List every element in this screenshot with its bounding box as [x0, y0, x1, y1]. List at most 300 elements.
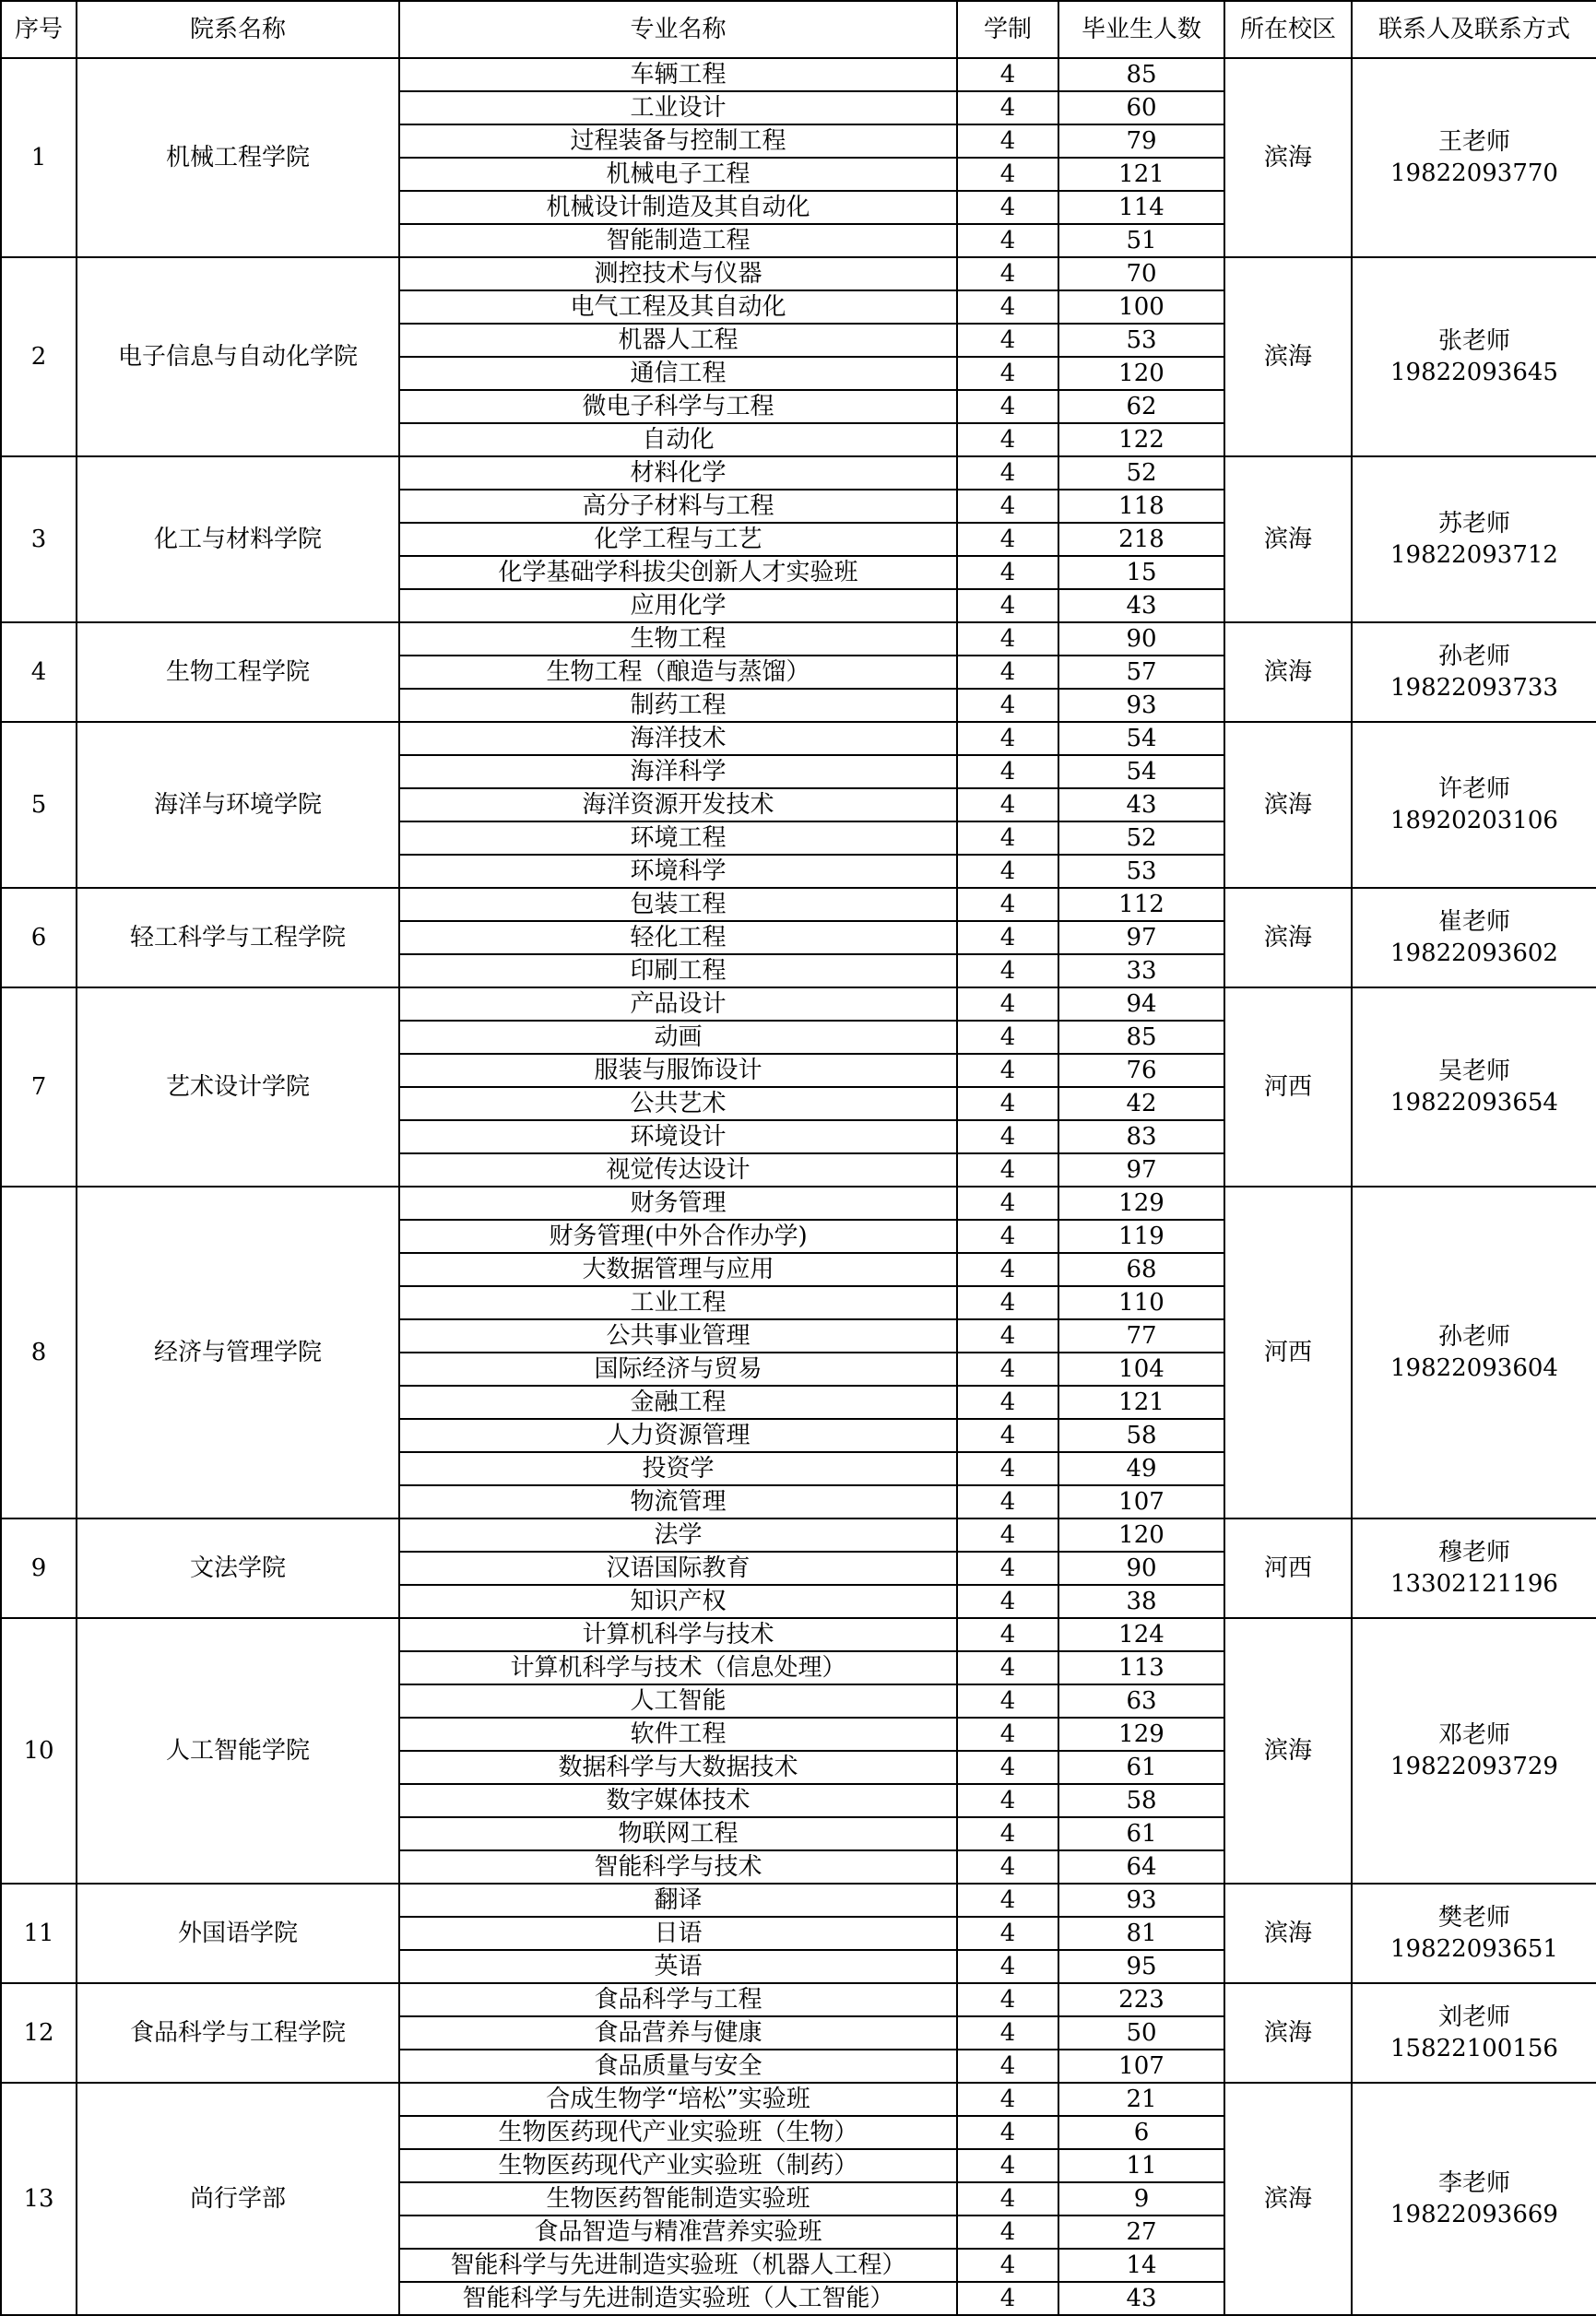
department-index: 4: [1, 622, 77, 722]
major-name: 海洋资源开发技术: [399, 788, 957, 821]
major-name: 应用化学: [399, 589, 957, 622]
major-graduates: 110: [1058, 1286, 1224, 1319]
major-name: 化学基础学科拔尖创新人才实验班: [399, 556, 957, 589]
contact-phone: 19822093770: [1390, 160, 1558, 187]
major-graduates: 52: [1058, 456, 1224, 490]
major-years: 4: [957, 158, 1058, 191]
major-graduates: 53: [1058, 324, 1224, 357]
major-graduates: 70: [1058, 257, 1224, 290]
contact-name: 孙老师: [1437, 643, 1510, 670]
campus: 河西: [1224, 1518, 1352, 1618]
major-years: 4: [957, 1718, 1058, 1751]
header-department: 院系名称: [77, 1, 399, 58]
department-index: 2: [1, 257, 77, 456]
major-name: 电气工程及其自动化: [399, 290, 957, 324]
contact-name: 邓老师: [1437, 1721, 1510, 1749]
major-years: 4: [957, 390, 1058, 423]
major-years: 4: [957, 2050, 1058, 2083]
major-years: 4: [957, 1983, 1058, 2016]
major-years: 4: [957, 1751, 1058, 1784]
campus: 滨海: [1224, 257, 1352, 456]
table-row: [1, 888, 1596, 921]
major-graduates: 100: [1058, 290, 1224, 324]
contact: [1352, 722, 1596, 888]
major-name: 机械电子工程: [399, 158, 957, 191]
major-name: 制药工程: [399, 689, 957, 722]
major-years: 4: [957, 91, 1058, 124]
major-graduates: 122: [1058, 423, 1224, 456]
major-years: 4: [957, 1651, 1058, 1684]
major-graduates: 95: [1058, 1950, 1224, 1983]
campus: 滨海: [1224, 888, 1352, 987]
department-name: 外国语学院: [77, 1884, 399, 1983]
major-name: 车辆工程: [399, 58, 957, 91]
table-row: [1, 58, 1596, 91]
major-name: 生物医药现代产业实验班（制药）: [399, 2149, 957, 2182]
major-name: 通信工程: [399, 357, 957, 390]
major-graduates: 93: [1058, 689, 1224, 722]
contact-name: 吴老师: [1437, 1058, 1510, 1085]
contact-phone: 19822093733: [1390, 674, 1558, 702]
contact: [1352, 622, 1596, 722]
major-years: 4: [957, 257, 1058, 290]
major-graduates: 81: [1058, 1917, 1224, 1950]
major-years: 4: [957, 1917, 1058, 1950]
major-years: 4: [957, 1153, 1058, 1187]
major-years: 4: [957, 1850, 1058, 1884]
major-name: 财务管理(中外合作办学): [399, 1220, 957, 1253]
department-index: 13: [1, 2083, 77, 2315]
contact: [1352, 1983, 1596, 2083]
header-graduates: 毕业生人数: [1058, 1, 1224, 58]
major-graduates: 119: [1058, 1220, 1224, 1253]
major-name: 包装工程: [399, 888, 957, 921]
table-body: [1, 58, 1596, 2315]
major-years: 4: [957, 1187, 1058, 1220]
contact: [1352, 58, 1596, 257]
major-graduates: 223: [1058, 1983, 1224, 2016]
major-years: 4: [957, 821, 1058, 855]
contact: [1352, 1187, 1596, 1518]
major-graduates: 85: [1058, 58, 1224, 91]
campus: 河西: [1224, 1187, 1352, 1518]
contact: [1352, 1884, 1596, 1983]
major-years: 4: [957, 1518, 1058, 1552]
header-major: 专业名称: [399, 1, 957, 58]
department-index: 12: [1, 1983, 77, 2083]
major-years: 4: [957, 1054, 1058, 1087]
major-graduates: 97: [1058, 1153, 1224, 1187]
major-graduates: 33: [1058, 954, 1224, 987]
campus: 滨海: [1224, 456, 1352, 622]
major-name: 计算机科学与技术（信息处理）: [399, 1651, 957, 1684]
major-graduates: 43: [1058, 2282, 1224, 2315]
major-name: 生物医药智能制造实验班: [399, 2182, 957, 2216]
major-graduates: 114: [1058, 191, 1224, 224]
header-campus: 所在校区: [1224, 1, 1352, 58]
major-graduates: 218: [1058, 523, 1224, 556]
major-graduates: 118: [1058, 490, 1224, 523]
contact-name: 李老师: [1437, 2169, 1510, 2197]
major-graduates: 79: [1058, 124, 1224, 158]
major-years: 4: [957, 2016, 1058, 2050]
contact-name: 崔老师: [1437, 908, 1510, 936]
major-years: 4: [957, 1485, 1058, 1518]
contact-phone: 19822093712: [1390, 541, 1558, 569]
major-name: 海洋技术: [399, 722, 957, 755]
header-years: 学制: [957, 1, 1058, 58]
major-graduates: 90: [1058, 1552, 1224, 1585]
major-name: 食品质量与安全: [399, 2050, 957, 2083]
department-name: 海洋与环境学院: [77, 722, 399, 888]
major-name: 印刷工程: [399, 954, 957, 987]
major-name: 国际经济与贸易: [399, 1353, 957, 1386]
major-years: 4: [957, 2149, 1058, 2182]
table-row: [1, 257, 1596, 290]
major-graduates: 60: [1058, 91, 1224, 124]
major-years: 4: [957, 357, 1058, 390]
major-name: 过程装备与控制工程: [399, 124, 957, 158]
major-years: 4: [957, 224, 1058, 257]
major-years: 4: [957, 1353, 1058, 1386]
major-years: 4: [957, 689, 1058, 722]
major-graduates: 64: [1058, 1850, 1224, 1884]
major-years: 4: [957, 490, 1058, 523]
major-graduates: 129: [1058, 1187, 1224, 1220]
department-name: 生物工程学院: [77, 622, 399, 722]
major-name: 微电子科学与工程: [399, 390, 957, 423]
major-years: 4: [957, 1684, 1058, 1718]
major-name: 智能科学与技术: [399, 1850, 957, 1884]
major-name: 动画: [399, 1021, 957, 1054]
department-index: 6: [1, 888, 77, 987]
major-name: 食品科学与工程: [399, 1983, 957, 2016]
campus: 滨海: [1224, 58, 1352, 257]
table-row: [1, 1884, 1596, 1917]
department-name: 机械工程学院: [77, 58, 399, 257]
major-graduates: 113: [1058, 1651, 1224, 1684]
major-name: 生物医药现代产业实验班（生物）: [399, 2116, 957, 2149]
major-name: 化学工程与工艺: [399, 523, 957, 556]
major-graduates: 77: [1058, 1319, 1224, 1353]
campus: 河西: [1224, 987, 1352, 1187]
contact-phone: 13302121196: [1390, 1570, 1558, 1598]
major-years: 4: [957, 755, 1058, 788]
major-name: 机械设计制造及其自动化: [399, 191, 957, 224]
major-graduates: 38: [1058, 1585, 1224, 1618]
department-name: 尚行学部: [77, 2083, 399, 2315]
major-graduates: 14: [1058, 2249, 1224, 2282]
major-name: 智能科学与先进制造实验班（机器人工程）: [399, 2249, 957, 2282]
major-years: 4: [957, 855, 1058, 888]
contact-phone: 19822093729: [1390, 1753, 1558, 1780]
major-graduates: 43: [1058, 788, 1224, 821]
major-years: 4: [957, 1319, 1058, 1353]
major-name: 法学: [399, 1518, 957, 1552]
major-years: 4: [957, 1386, 1058, 1419]
contact-name: 孙老师: [1437, 1323, 1510, 1351]
contact: [1352, 1518, 1596, 1618]
table-row: [1, 456, 1596, 490]
contact: [1352, 257, 1596, 456]
major-years: 4: [957, 58, 1058, 91]
major-graduates: 50: [1058, 2016, 1224, 2050]
major-name: 人工智能: [399, 1684, 957, 1718]
major-graduates: 62: [1058, 390, 1224, 423]
major-years: 4: [957, 1784, 1058, 1817]
major-years: 4: [957, 124, 1058, 158]
major-years: 4: [957, 191, 1058, 224]
major-years: 4: [957, 2083, 1058, 2116]
major-name: 汉语国际教育: [399, 1552, 957, 1585]
major-years: 4: [957, 1120, 1058, 1153]
campus: 滨海: [1224, 1983, 1352, 2083]
contact: [1352, 888, 1596, 987]
major-graduates: 120: [1058, 1518, 1224, 1552]
major-name: 知识产权: [399, 1585, 957, 1618]
major-graduates: 76: [1058, 1054, 1224, 1087]
major-graduates: 11: [1058, 2149, 1224, 2182]
major-name: 翻译: [399, 1884, 957, 1917]
major-name: 海洋科学: [399, 755, 957, 788]
major-years: 4: [957, 589, 1058, 622]
major-years: 4: [957, 1021, 1058, 1054]
department-name: 人工智能学院: [77, 1618, 399, 1884]
major-years: 4: [957, 1419, 1058, 1452]
contact: [1352, 2083, 1596, 2315]
major-name: 智能制造工程: [399, 224, 957, 257]
major-graduates: 107: [1058, 2050, 1224, 2083]
major-graduates: 104: [1058, 1353, 1224, 1386]
major-years: 4: [957, 888, 1058, 921]
contact-phone: 15822100156: [1390, 2035, 1558, 2062]
major-years: 4: [957, 2216, 1058, 2249]
major-years: 4: [957, 523, 1058, 556]
major-years: 4: [957, 1817, 1058, 1850]
major-graduates: 85: [1058, 1021, 1224, 1054]
major-name: 测控技术与仪器: [399, 257, 957, 290]
major-graduates: 49: [1058, 1452, 1224, 1485]
major-name: 公共事业管理: [399, 1319, 957, 1353]
major-graduates: 61: [1058, 1751, 1224, 1784]
major-name: 视觉传达设计: [399, 1153, 957, 1187]
major-name: 投资学: [399, 1452, 957, 1485]
major-years: 4: [957, 987, 1058, 1021]
major-name: 计算机科学与技术: [399, 1618, 957, 1651]
department-index: 3: [1, 456, 77, 622]
table-row: [1, 1618, 1596, 1651]
major-years: 4: [957, 954, 1058, 987]
major-graduates: 6: [1058, 2116, 1224, 2149]
contact-name: 刘老师: [1437, 2003, 1510, 2031]
contact-name: 许老师: [1437, 775, 1510, 803]
major-graduates: 21: [1058, 2083, 1224, 2116]
major-name: 物联网工程: [399, 1817, 957, 1850]
major-name: 物流管理: [399, 1485, 957, 1518]
contact-phone: 19822093669: [1390, 2201, 1558, 2228]
major-name: 金融工程: [399, 1386, 957, 1419]
major-name: 环境科学: [399, 855, 957, 888]
major-graduates: 15: [1058, 556, 1224, 589]
contact-phone: 19822093645: [1390, 359, 1558, 386]
major-name: 公共艺术: [399, 1087, 957, 1120]
major-name: 高分子材料与工程: [399, 490, 957, 523]
contact-name: 樊老师: [1437, 1904, 1510, 1932]
major-name: 轻化工程: [399, 921, 957, 954]
major-name: 产品设计: [399, 987, 957, 1021]
contact-name: 王老师: [1437, 128, 1510, 156]
major-years: 4: [957, 1618, 1058, 1651]
major-years: 4: [957, 722, 1058, 755]
major-graduates: 121: [1058, 1386, 1224, 1419]
major-years: 4: [957, 1884, 1058, 1917]
table-row: [1, 722, 1596, 755]
major-name: 食品智造与精准营养实验班: [399, 2216, 957, 2249]
major-graduates: 27: [1058, 2216, 1224, 2249]
department-index: 11: [1, 1884, 77, 1983]
major-name: 数据科学与大数据技术: [399, 1751, 957, 1784]
table-row: [1, 1983, 1596, 2016]
major-name: 大数据管理与应用: [399, 1253, 957, 1286]
major-name: 机器人工程: [399, 324, 957, 357]
major-years: 4: [957, 656, 1058, 689]
table-row: [1, 2083, 1596, 2116]
department-name: 经济与管理学院: [77, 1187, 399, 1518]
major-years: 4: [957, 1220, 1058, 1253]
major-years: 4: [957, 2182, 1058, 2216]
table-row: [1, 622, 1596, 656]
major-years: 4: [957, 556, 1058, 589]
contact-name: 张老师: [1437, 327, 1510, 355]
campus: 滨海: [1224, 722, 1352, 888]
department-name: 艺术设计学院: [77, 987, 399, 1187]
major-graduates: 51: [1058, 224, 1224, 257]
major-graduates: 93: [1058, 1884, 1224, 1917]
major-years: 4: [957, 622, 1058, 656]
major-years: 4: [957, 423, 1058, 456]
campus: 滨海: [1224, 2083, 1352, 2315]
major-name: 日语: [399, 1917, 957, 1950]
major-name: 软件工程: [399, 1718, 957, 1751]
major-years: 4: [957, 2116, 1058, 2149]
campus: 滨海: [1224, 1884, 1352, 1983]
department-index: 5: [1, 722, 77, 888]
major-years: 4: [957, 1087, 1058, 1120]
major-name: 生物工程（酿造与蒸馏）: [399, 656, 957, 689]
department-name: 轻工科学与工程学院: [77, 888, 399, 987]
department-index: 1: [1, 58, 77, 257]
major-graduates: 54: [1058, 722, 1224, 755]
major-name: 英语: [399, 1950, 957, 1983]
contact-phone: 19822093651: [1390, 1935, 1558, 1963]
department-index: 7: [1, 987, 77, 1187]
contact-phone: 19822093654: [1390, 1089, 1558, 1117]
major-years: 4: [957, 456, 1058, 490]
contact: [1352, 1618, 1596, 1884]
major-graduates: 63: [1058, 1684, 1224, 1718]
header-contact: 联系人及联系方式: [1352, 1, 1596, 58]
major-graduates: 58: [1058, 1784, 1224, 1817]
major-name: 服装与服饰设计: [399, 1054, 957, 1087]
major-name: 合成生物学“培松”实验班: [399, 2083, 957, 2116]
department-index: 9: [1, 1518, 77, 1618]
major-name: 食品营养与健康: [399, 2016, 957, 2050]
major-graduates: 112: [1058, 888, 1224, 921]
major-years: 4: [957, 290, 1058, 324]
major-graduates: 94: [1058, 987, 1224, 1021]
major-graduates: 57: [1058, 656, 1224, 689]
major-graduates: 43: [1058, 589, 1224, 622]
major-graduates: 83: [1058, 1120, 1224, 1153]
major-years: 4: [957, 1585, 1058, 1618]
header-row: [1, 1, 1596, 58]
major-graduates: 129: [1058, 1718, 1224, 1751]
department-name: 电子信息与自动化学院: [77, 257, 399, 456]
major-years: 4: [957, 1950, 1058, 1983]
major-graduates: 68: [1058, 1253, 1224, 1286]
major-name: 数字媒体技术: [399, 1784, 957, 1817]
major-name: 环境工程: [399, 821, 957, 855]
header-index: 序号: [1, 1, 77, 58]
contact: [1352, 987, 1596, 1187]
contact-name: 穆老师: [1437, 1539, 1510, 1566]
major-years: 4: [957, 2249, 1058, 2282]
major-graduates: 90: [1058, 622, 1224, 656]
major-graduates: 107: [1058, 1485, 1224, 1518]
major-name: 工业设计: [399, 91, 957, 124]
major-years: 4: [957, 1552, 1058, 1585]
major-years: 4: [957, 1286, 1058, 1319]
major-name: 智能科学与先进制造实验班（人工智能）: [399, 2282, 957, 2315]
major-graduates: 121: [1058, 158, 1224, 191]
major-name: 材料化学: [399, 456, 957, 490]
major-graduates: 42: [1058, 1087, 1224, 1120]
campus: 滨海: [1224, 622, 1352, 722]
major-years: 4: [957, 324, 1058, 357]
department-name: 文法学院: [77, 1518, 399, 1618]
major-graduates: 120: [1058, 357, 1224, 390]
contact-phone: 19822093604: [1390, 1354, 1558, 1382]
major-graduates: 97: [1058, 921, 1224, 954]
major-graduates: 9: [1058, 2182, 1224, 2216]
campus: 滨海: [1224, 1618, 1352, 1884]
major-name: 工业工程: [399, 1286, 957, 1319]
major-name: 人力资源管理: [399, 1419, 957, 1452]
major-name: 自动化: [399, 423, 957, 456]
major-graduates: 124: [1058, 1618, 1224, 1651]
department-name: 化工与材料学院: [77, 456, 399, 622]
major-graduates: 52: [1058, 821, 1224, 855]
major-years: 4: [957, 788, 1058, 821]
major-graduates: 53: [1058, 855, 1224, 888]
contact-phone: 19822093602: [1390, 939, 1558, 967]
major-years: 4: [957, 2282, 1058, 2315]
table-row: [1, 1518, 1596, 1552]
major-years: 4: [957, 921, 1058, 954]
major-graduates: 54: [1058, 755, 1224, 788]
contact-name: 苏老师: [1437, 510, 1510, 538]
major-years: 4: [957, 1253, 1058, 1286]
table-row: [1, 987, 1596, 1021]
department-index: 8: [1, 1187, 77, 1518]
table-row: [1, 1187, 1596, 1220]
department-name: 食品科学与工程学院: [77, 1983, 399, 2083]
contact: [1352, 456, 1596, 622]
major-graduates: 61: [1058, 1817, 1224, 1850]
major-name: 生物工程: [399, 622, 957, 656]
major-name: 财务管理: [399, 1187, 957, 1220]
major-graduates: 58: [1058, 1419, 1224, 1452]
